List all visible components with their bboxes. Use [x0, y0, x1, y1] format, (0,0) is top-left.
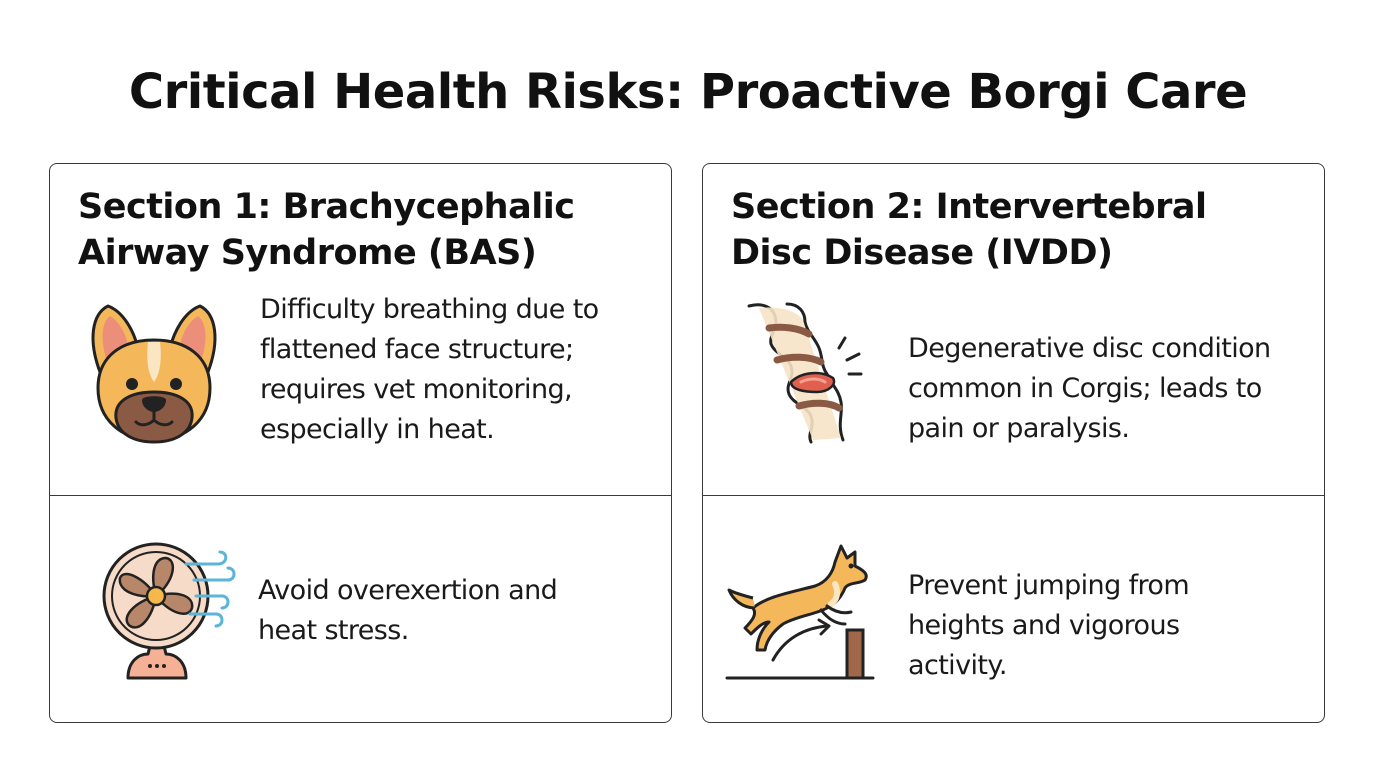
bas-description: [260, 290, 599, 450]
text-line: Degenerative disc condition: [908, 333, 1271, 364]
ivdd-description: [908, 329, 1271, 449]
page-title: Critical Health Risks: Proactive Borgi Care: [128, 64, 1248, 120]
spine-icon: [729, 298, 869, 448]
bulldog-face-icon: [78, 300, 230, 448]
text-line: Avoid overexertion and: [258, 575, 558, 606]
bas-prevention: [258, 571, 557, 651]
text-line: heat stress.: [258, 615, 409, 646]
text-line: flattened face structure;: [260, 334, 574, 365]
text-line: requires vet monitoring,: [260, 374, 572, 405]
section-divider: [50, 495, 671, 496]
text-line: especially in heat.: [260, 414, 495, 445]
section-card-ivdd: [702, 163, 1325, 723]
text-line: common in Corgis; leads to: [908, 373, 1262, 404]
section-heading-line: Section 1: Brachycephalic: [78, 187, 575, 227]
text-line: Prevent jumping from: [908, 570, 1190, 601]
text-line: pain or paralysis.: [908, 413, 1130, 444]
ivdd-prevention: [908, 566, 1189, 686]
text-line: heights and vigorous: [908, 610, 1180, 641]
jumping-dog-icon: [723, 542, 877, 684]
section-heading-line: Section 2: Intervertebral: [731, 187, 1207, 227]
section-card-bas: [49, 163, 672, 723]
text-line: Difficulty breathing due to: [260, 294, 599, 325]
fan-icon: [90, 538, 240, 682]
section-heading: [78, 184, 658, 276]
text-line: activity.: [908, 650, 1007, 681]
section-heading-line: Disc Disease (IVDD): [731, 233, 1113, 273]
section-heading-line: Airway Syndrome (BAS): [78, 233, 537, 273]
section-heading: [731, 184, 1311, 276]
section-divider: [703, 495, 1324, 496]
